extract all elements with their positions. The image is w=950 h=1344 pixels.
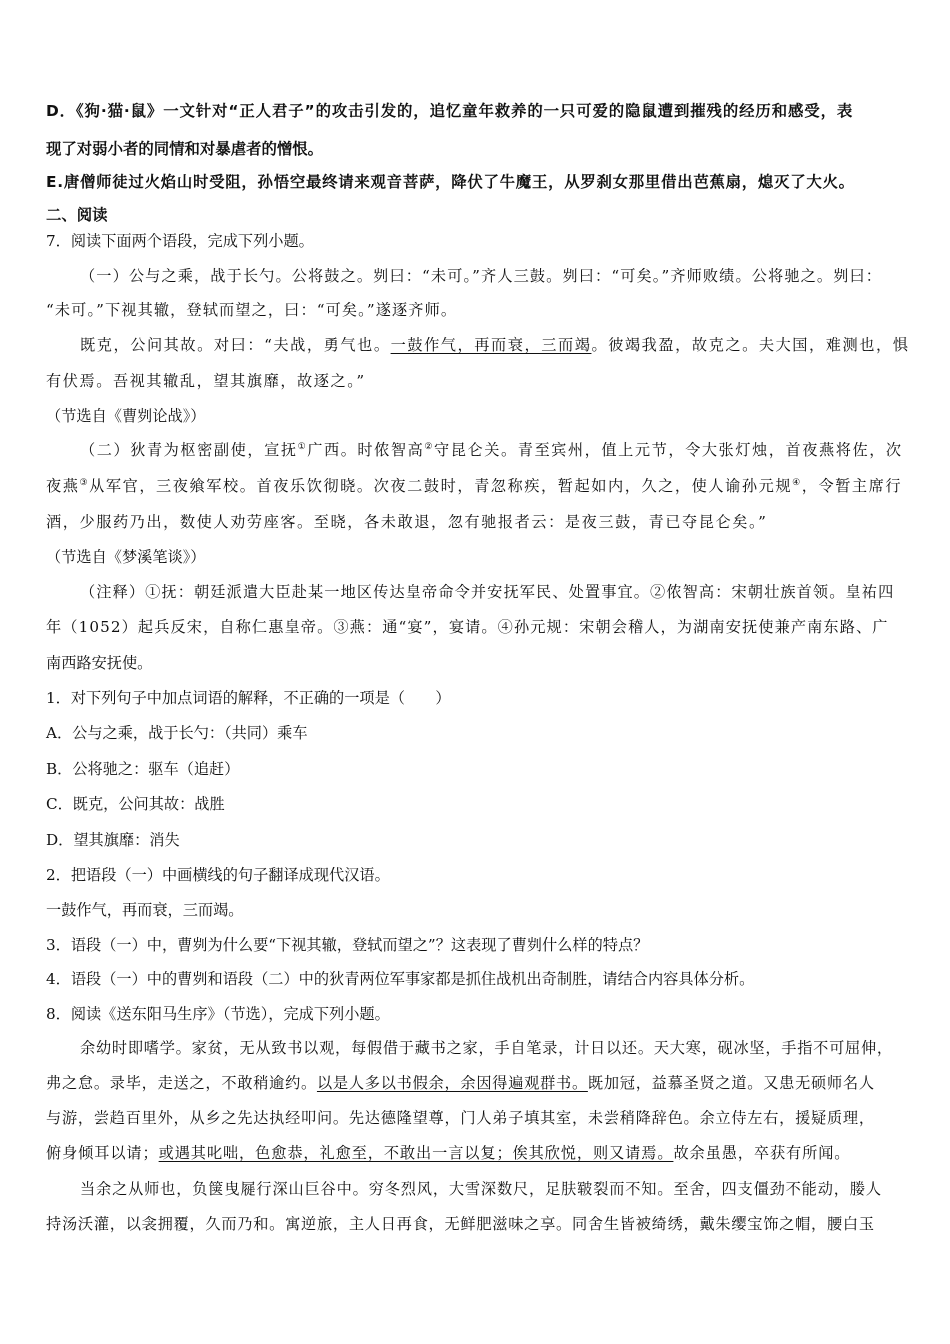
q7-note-line2: 年（1052）起兵反宋，自称仁惠皇帝。③燕：通“宴”，宴请。④孙元规：宋朝会稽人，为湖南安抚使兼产南东路、广 [46,618,889,636]
option-d-line-1: D．《狗·猫·鼠》一文针对“正人君子”的攻击引发的，追忆童年救养的一只可爱的隐鼠遭到摧残的经历和感受，表 [46,102,854,120]
q7-passage3-line1 [80,440,903,460]
q8-passage1-line4 [46,1143,850,1163]
q7-option-a: A．公与之乘，战于长勺：（共同）乘车 [46,724,308,742]
footnote-marker: ③ [79,477,90,488]
text-segment: 广西。时侬智高 [307,441,425,459]
q8-intro: 8．阅读《送东阳马生序》（节选），完成下列小题。 [46,1005,390,1023]
text-segment: 既克，公问其故。对曰：“夫战，勇气也。 [80,336,391,354]
text-segment: 故余虽愚，卒获有所闻。 [673,1144,851,1162]
text-segment: 守昆仑关。青至宾州，值上元节，令大张灯烛，首夜燕将佐，次 [434,441,903,459]
q8-passage1-line3: 与游，尝趋百里外，从乡之先达执经叩问。先达德隆望尊，门人弟子填其室，未尝稍降辞色。余立侍左右，援疑质理， [46,1109,875,1127]
text-segment: 既加冠，益慕圣贤之道。又患无硕师名人 [587,1074,875,1092]
q7-sub2-sentence: 一鼓作气，再而衰，三而竭。 [46,901,244,919]
underlined-sentence: 或遇其叱咄，色愈恭，礼愈至，不敢出一言以复；俟其欣悦，则又请焉。 [158,1144,674,1162]
option-d-line-2: 现了对弱小者的同情和对暴虐者的憎恨。 [46,140,324,158]
footnote-marker: ① [297,441,308,452]
q7-sub3: 3．语段（一）中，曹刿为什么要“下视其辙，登轼而望之”？这表现了曹刿什么样的特点？ [46,936,649,954]
q8-passage1-line1: 余幼时即嗜学。家贫，无从致书以观，每假借于藏书之家，手自笔录，计日以还。天大寒，砚冰坚，手指不可屈伸， [80,1039,893,1057]
q7-passage3-line2 [46,476,902,496]
q7-passage1-line2: “未可。”下视其辙，登轼而望之，曰：“可矣。”遂逐齐师。 [46,301,458,319]
text-segment: （二）狄青为枢密副使，宣抚 [80,441,298,459]
q8-passage2-line1: 当余之从师也，负箧曳屣行深山巨谷中。穷冬烈风，大雪深数尺，足肤皲裂而不知。至舍，四支僵劲不能动，媵人 [80,1180,882,1198]
q7-note-line1: （注释）①抚：朝廷派遣大臣赴某一地区传达皇帝命令并安抚军民、处置事宜。②侬智高：宋朝壮族首领。皇祐四 [80,583,895,601]
q7-sub2: 2．把语段（一）中画横线的句子翻译成现代汉语。 [46,866,390,884]
q7-option-c: C．既克，公问其故：战胜 [46,795,225,813]
q7-source-1: （节选自《曹刿论战》） [46,407,206,425]
text-segment: 从军官，三夜飨军校。首夜乐饮彻晓。次夜二鼓时，青忽称疾，暂起如内，久之，使人谕孙元规 [89,477,793,495]
q7-passage2-line2: 有伏焉。吾视其辙乱，望其旗靡，故逐之。” [46,372,366,390]
text-segment: ，令暂主席行 [801,477,903,495]
option-e-line-1: E.唐僧师徒过火焰山时受阻，孙悟空最终请来观音菩萨，降伏了牛魔王，从罗刹女那里借出芭蕉扇，熄灭了大火。 [46,173,855,191]
q7-option-b: B．公将驰之：驱车（追赶） [46,760,240,778]
text-segment: 弗之怠。录毕，走送之，不敢稍逾约。 [46,1074,317,1092]
q7-sub4: 4．语段（一）中的曹刿和语段（二）中的狄青两位军事家都是抓住战机出奇制胜，请结合内容具体分析。 [46,970,755,988]
q7-intro: 7．阅读下面两个语段，完成下列小题。 [46,232,314,250]
underlined-sentence: 一鼓作气，再而衰，三而竭 [390,336,592,354]
q7-passage2-line1 [80,335,909,355]
q7-source-2: （节选自《梦溪笔谈》） [46,548,206,566]
underlined-sentence: 以是人多以书假余，余因得遍观群书。 [316,1074,588,1092]
q7-sub1: 1．对下列句子中加点词语的解释，不正确的一项是（ ） [46,689,451,707]
text-segment: 俯身倾耳以请； [46,1144,159,1162]
footnote-marker: ④ [792,477,802,488]
q7-option-d: D．望其旗靡：消失 [46,831,180,849]
q8-passage1-line2 [46,1073,875,1093]
q8-passage2-line2: 持汤沃灌，以衾拥覆，久而乃和。寓逆旅，主人日再食，无鲜肥滋味之享。同舍生皆被绮绣，戴朱缨宝饰之帽，腰白玉 [46,1215,875,1233]
text-segment: 。彼竭我盈，故克之。夫大国，难测也，惧 [591,336,910,354]
q7-passage3-line3: 酒，少服药乃出，数使人劝劳座客。至晓，各未敢退，忽有驰报者云：是夜三鼓，青已夺昆仑矣。” [46,513,768,531]
footnote-marker: ② [424,441,435,452]
q7-passage1-line1: （一）公与之乘，战于长勺。公将鼓之。刿曰：“未可。”齐人三鼓。刿曰：“可矣。”齐师败绩。公将驰之。刿曰： [80,267,883,285]
text-segment: 夜燕 [46,477,80,495]
section-heading: 二、阅读 [46,206,108,224]
q7-note-line3: 南西路安抚使。 [46,654,153,672]
